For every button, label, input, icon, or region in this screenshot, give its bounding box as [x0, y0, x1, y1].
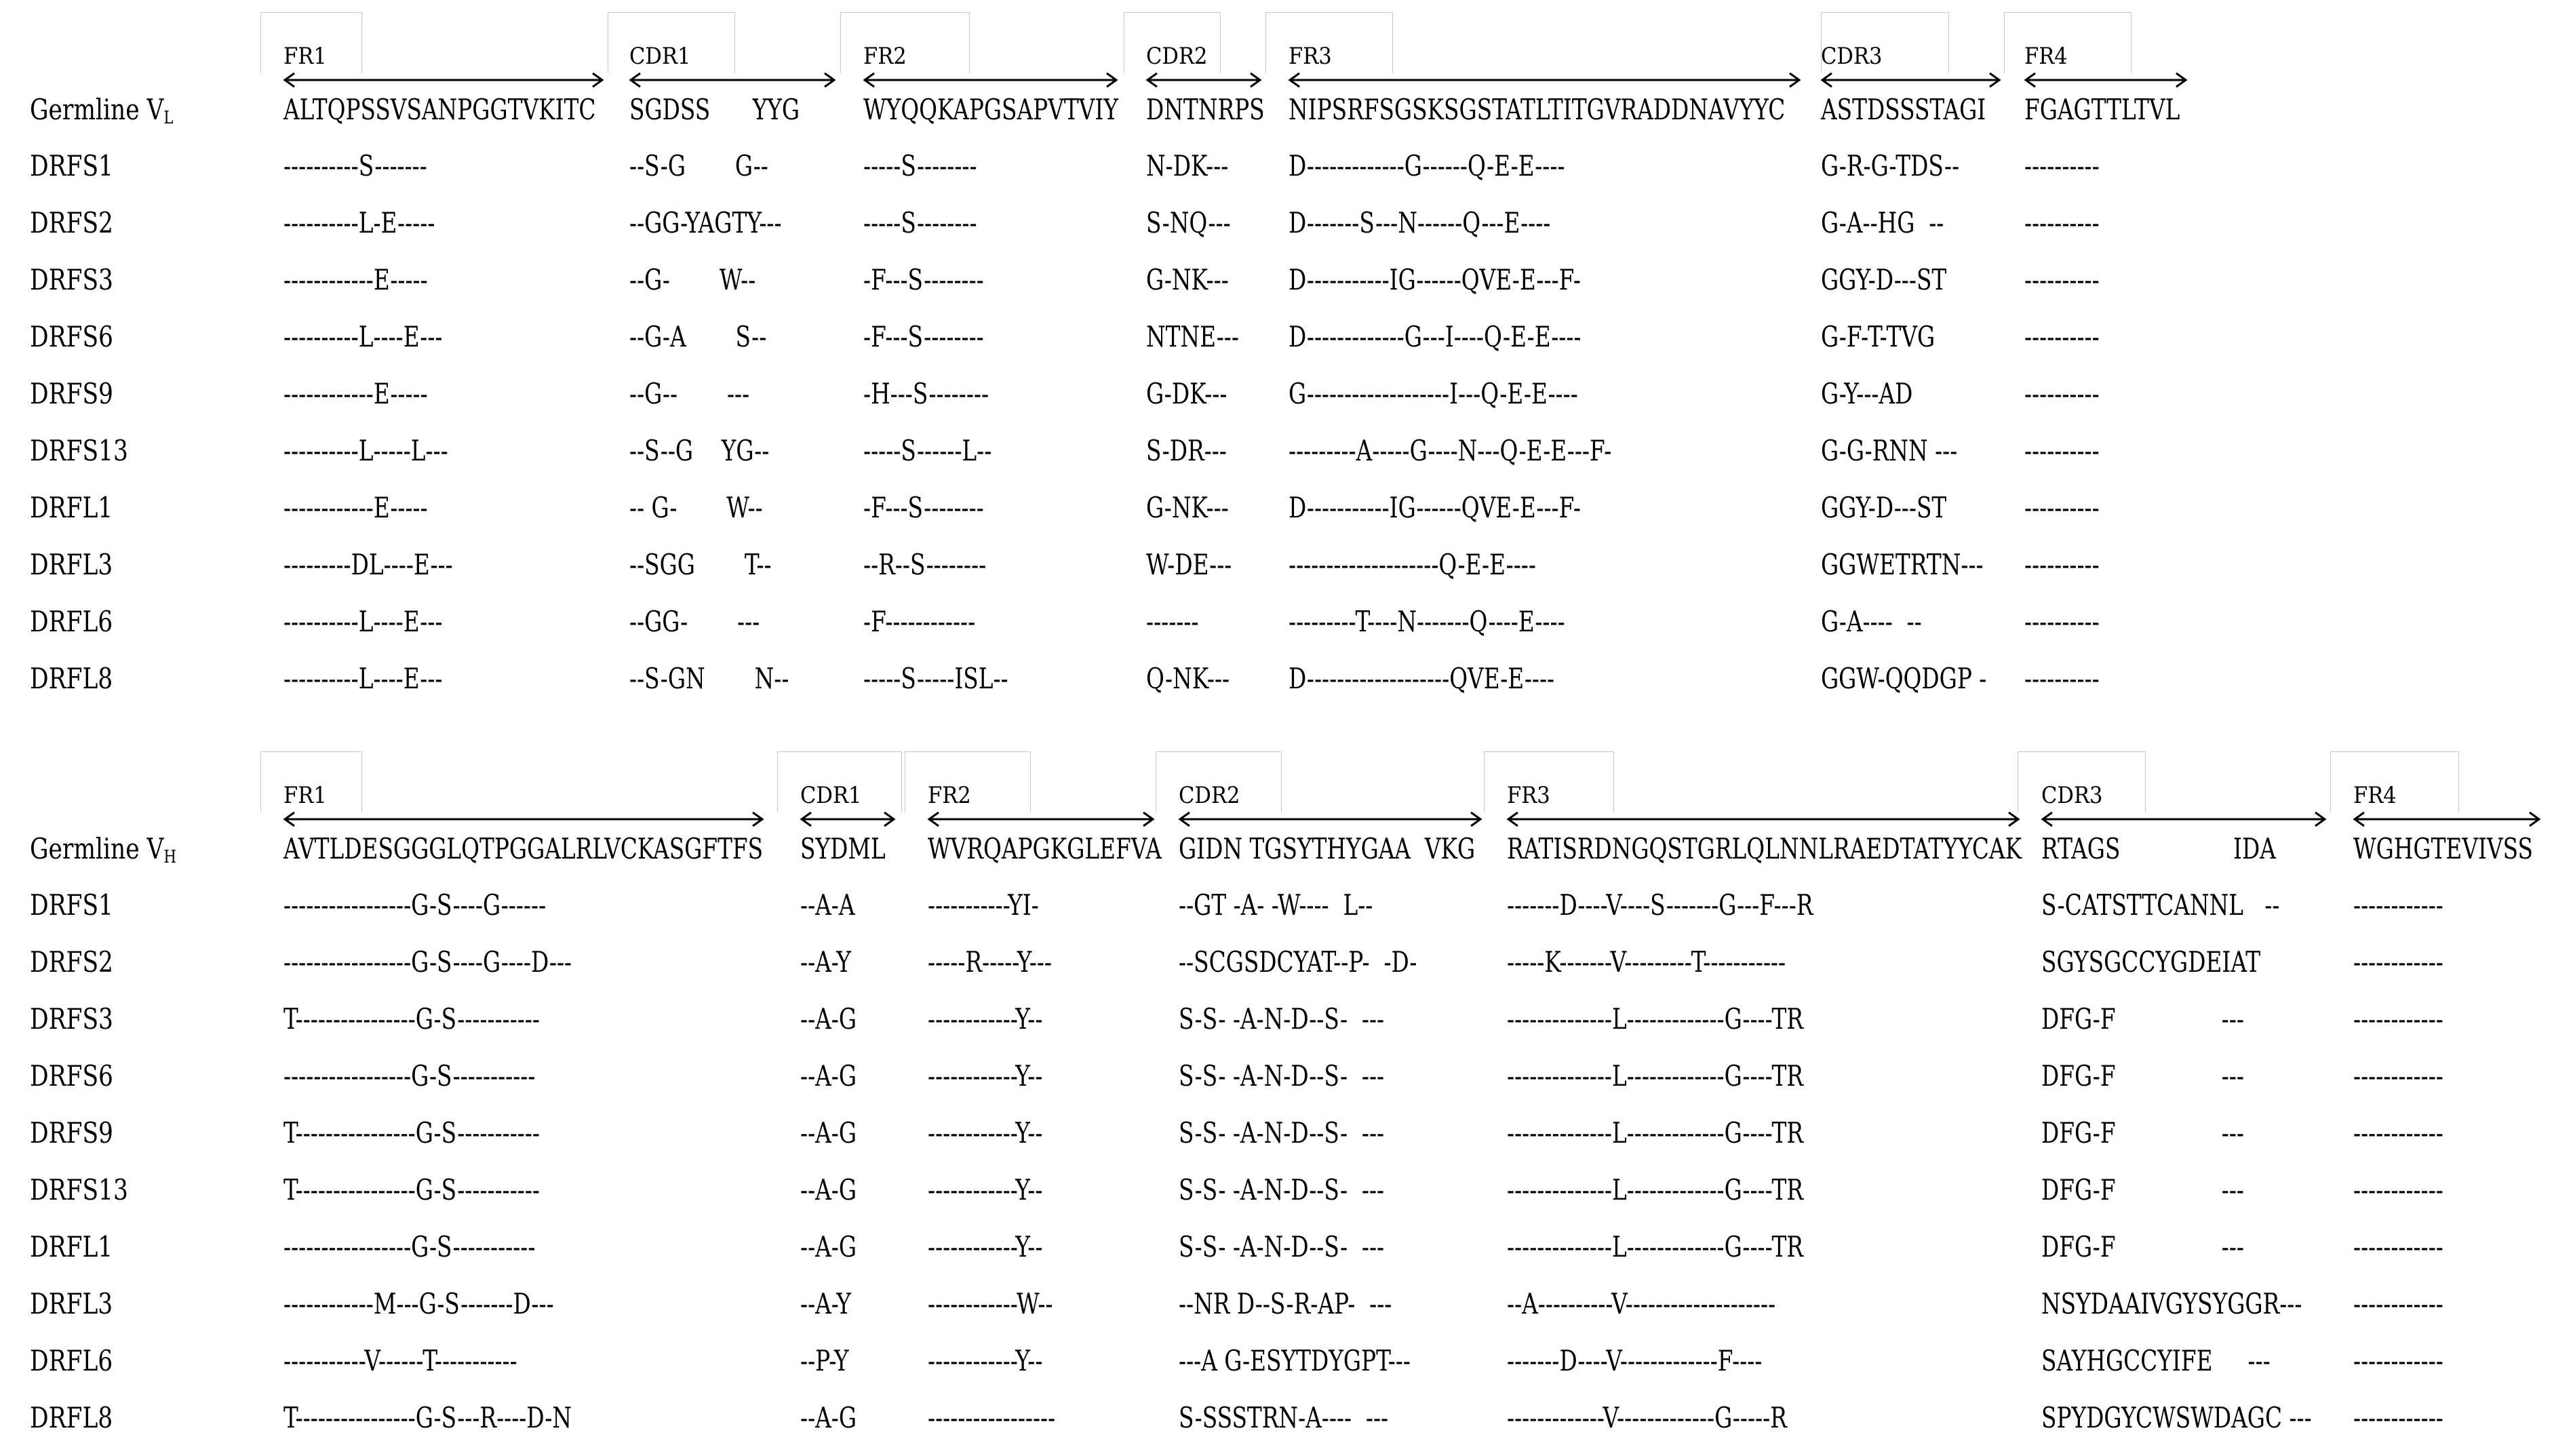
heavy-drfs3-fr2-sequence: ------------Y--	[928, 1002, 1043, 1036]
light-drfs9-fr3-sequence: G-------------------I---Q-E-E----	[1289, 377, 1578, 410]
heavy-drfl3-fr1-sequence: ------------M---G-S-------D---	[283, 1287, 554, 1320]
light-drfs6-cdr1-sequence: --G-A S--	[629, 320, 767, 353]
light-drfs1-fr1-sequence: ----------S-------	[283, 149, 427, 182]
heavy-drfs13-fr1-sequence: T----------------G-S-----------	[283, 1173, 540, 1206]
light-drfs6-fr2-sequence: -F---S--------	[863, 320, 984, 353]
heavy-drfl1-cdr3-sequence: DFG-F ---	[2041, 1230, 2244, 1263]
light-drfl3-fr3-sequence: --------------------Q-E-E----	[1289, 548, 1536, 581]
heavy-drfs2-fr4-sequence: ------------	[2353, 945, 2443, 979]
heavy-cdr2-span-arrow	[1179, 811, 1482, 827]
light-cdr3-label: CDR3	[1821, 43, 1883, 70]
heavy-drfl8-fr3-sequence: -------------V-------------G-----R	[1507, 1401, 1787, 1434]
light-drfl6-fr2-sequence: -F------------	[863, 605, 976, 638]
heavy-fr3-label: FR3	[1507, 782, 1550, 809]
heavy-drfs2-cdr1-sequence: --A-Y	[800, 945, 851, 979]
light-row-label-drfs3: DRFS3	[30, 263, 113, 296]
heavy-fr2-span-arrow	[928, 811, 1154, 827]
heavy-drfs3-fr3-sequence: --------------L-------------G----TR	[1507, 1002, 1804, 1036]
heavy-drfl1-fr2-sequence: ------------Y--	[928, 1230, 1043, 1263]
light-drfl1-fr2-sequence: -F---S--------	[863, 491, 984, 524]
light-drfl1-cdr3-sequence: GGY-D---ST	[1821, 491, 1947, 524]
heavy-fr2-label: FR2	[928, 782, 971, 809]
heavy-drfs6-fr1-sequence: -----------------G-S-----------	[283, 1059, 536, 1093]
heavy-row-label-drfs1: DRFS1	[30, 888, 113, 922]
heavy-drfs9-cdr1-sequence: --A-G	[800, 1116, 857, 1149]
heavy-row-label-drfl3: DRFL3	[30, 1287, 113, 1320]
heavy-drfl8-cdr2-sequence: S-SSSTRN-A---- ---	[1179, 1401, 1389, 1434]
light-drfs3-cdr3-sequence: GGY-D---ST	[1821, 263, 1947, 296]
heavy-drfs6-cdr1-sequence: --A-G	[800, 1059, 857, 1093]
light-drfs6-fr3-sequence: D-------------G---I----Q-E-E----	[1289, 320, 1581, 353]
light-row-label-drfs6: DRFS6	[30, 320, 113, 353]
light-drfs6-cdr3-sequence: G-F-T-TVG	[1821, 320, 1936, 353]
heavy-drfs13-fr3-sequence: --------------L-------------G----TR	[1507, 1173, 1804, 1206]
light-drfl6-fr4-sequence: ----------	[2024, 605, 2100, 638]
heavy-drfs1-fr3-sequence: -------D----V----S-------G---F---R	[1507, 888, 1813, 922]
heavy-drfs6-fr4-sequence: ------------	[2353, 1059, 2443, 1093]
heavy-drfs13-cdr2-sequence: S-S- -A-N-D--S- ---	[1179, 1173, 1385, 1206]
heavy-drfs13-cdr1-sequence: --A-G	[800, 1173, 857, 1206]
heavy-germline-row-label: Germline VH	[30, 832, 177, 867]
heavy-cdr3-label: CDR3	[2041, 782, 2103, 809]
light-drfl8-fr4-sequence: ----------	[2024, 662, 2100, 695]
heavy-fr1-label: FR1	[283, 782, 327, 809]
heavy-cdr3-span-arrow	[2041, 811, 2326, 827]
light-drfs9-cdr1-sequence: --G-- ---	[629, 377, 750, 410]
light-drfs9-cdr3-sequence: G-Y---AD	[1821, 377, 1913, 410]
heavy-drfs6-fr3-sequence: --------------L-------------G----TR	[1507, 1059, 1804, 1093]
light-drfl8-fr1-sequence: ----------L----E---	[283, 662, 443, 695]
heavy-cdr2-label: CDR2	[1179, 782, 1240, 809]
light-drfs2-cdr3-sequence: G-A--HG --	[1821, 206, 1944, 239]
light-drfl6-fr1-sequence: ----------L----E---	[283, 605, 443, 638]
light-drfl3-cdr3-sequence: GGWETRTN---	[1821, 548, 1984, 581]
heavy-drfl8-cdr3-sequence: SPYDGYCWSWDAGC ---	[2041, 1401, 2312, 1434]
light-germline-fr3-sequence: NIPSRFSGSKSGSTATLTITGVRADDNAVYYC	[1289, 93, 1786, 126]
heavy-drfl3-fr3-sequence: --A----------V--------------------	[1507, 1287, 1776, 1320]
heavy-germline-cdr2-sequence: GIDN TGSYTHYGAA VKG	[1179, 832, 1476, 865]
heavy-row-label-drfl8: DRFL8	[30, 1401, 113, 1434]
heavy-drfl8-cdr1-sequence: --A-G	[800, 1401, 857, 1434]
heavy-germline-cdr3-sequence: RTAGS IDA	[2041, 832, 2276, 865]
heavy-drfl6-fr3-sequence: -------D----V-------------F----	[1507, 1344, 1763, 1377]
heavy-drfs9-fr3-sequence: --------------L-------------G----TR	[1507, 1116, 1804, 1149]
light-drfs2-cdr2-sequence: S-NQ---	[1146, 206, 1231, 239]
heavy-drfs9-fr1-sequence: T----------------G-S-----------	[283, 1116, 540, 1149]
heavy-drfl6-fr4-sequence: ------------	[2353, 1344, 2443, 1377]
light-cdr1-span-arrow	[629, 72, 836, 88]
light-drfl1-cdr1-sequence: -- G- W--	[629, 491, 763, 524]
heavy-drfl8-fr1-sequence: T----------------G-S---R----D-N	[283, 1401, 572, 1434]
light-drfs6-fr4-sequence: ----------	[2024, 320, 2100, 353]
light-row-label-drfl1: DRFL1	[30, 491, 113, 524]
light-fr4-label: FR4	[2024, 43, 2068, 70]
heavy-fr1-span-arrow	[283, 811, 764, 827]
heavy-row-label-drfs6: DRFS6	[30, 1059, 113, 1093]
heavy-drfs9-cdr3-sequence: DFG-F ---	[2041, 1116, 2244, 1149]
heavy-drfs1-fr2-sequence: -----------YI-	[928, 888, 1039, 922]
heavy-germline-fr1-sequence: AVTLDESGGGLQTPGGALRLVCKASGFTFS	[283, 832, 764, 865]
heavy-germline-cdr1-sequence: SYDML	[800, 832, 886, 865]
heavy-row-label-drfl1: DRFL1	[30, 1230, 113, 1263]
heavy-drfs3-cdr3-sequence: DFG-F ---	[2041, 1002, 2244, 1036]
light-drfl8-cdr1-sequence: --S-GN N--	[629, 662, 789, 695]
light-fr2-span-arrow	[863, 72, 1118, 88]
light-drfs1-cdr3-sequence: G-R-G-TDS--	[1821, 149, 1960, 182]
heavy-drfl6-fr2-sequence: ------------Y--	[928, 1344, 1043, 1377]
light-drfs9-fr1-sequence: ------------E-----	[283, 377, 428, 410]
heavy-drfs6-fr2-sequence: ------------Y--	[928, 1059, 1043, 1093]
light-drfs9-fr4-sequence: ----------	[2024, 377, 2100, 410]
light-row-label-drfl6: DRFL6	[30, 605, 113, 638]
light-drfs1-fr2-sequence: -----S--------	[863, 149, 977, 182]
light-drfl6-cdr1-sequence: --GG- ---	[629, 605, 760, 638]
light-drfl3-fr4-sequence: ----------	[2024, 548, 2100, 581]
light-drfs3-fr1-sequence: ------------E-----	[283, 263, 428, 296]
heavy-drfs9-fr2-sequence: ------------Y--	[928, 1116, 1043, 1149]
light-drfl8-fr2-sequence: -----S-----ISL--	[863, 662, 1008, 695]
light-drfl1-fr4-sequence: ----------	[2024, 491, 2100, 524]
heavy-drfl3-cdr3-sequence: NSYDAAIVGYSYGGR---	[2041, 1287, 2302, 1320]
light-drfl6-cdr3-sequence: G-A---- --	[1821, 605, 1922, 638]
light-drfs13-fr2-sequence: -----S------L--	[863, 434, 992, 467]
light-drfs3-fr2-sequence: -F---S--------	[863, 263, 984, 296]
light-drfl1-fr3-sequence: D-----------IG------QVE-E---F-	[1289, 491, 1581, 524]
light-fr3-label: FR3	[1289, 43, 1332, 70]
heavy-drfl8-fr4-sequence: ------------	[2353, 1401, 2443, 1434]
light-drfl8-cdr3-sequence: GGW-QQDGP -	[1821, 662, 1987, 695]
light-cdr2-label: CDR2	[1146, 43, 1208, 70]
light-germline-fr4-sequence: FGAGTTLTVL	[2024, 93, 2180, 126]
heavy-chain-alignment-panel	[0, 746, 2554, 1456]
light-drfs2-fr3-sequence: D-------S---N------Q---E----	[1289, 206, 1551, 239]
heavy-drfs1-cdr1-sequence: --A-A	[800, 888, 855, 922]
heavy-drfl6-cdr1-sequence: --P-Y	[800, 1344, 849, 1377]
light-drfs13-cdr1-sequence: --S--G YG--	[629, 434, 770, 467]
light-row-label-drfs1: DRFS1	[30, 149, 113, 182]
heavy-drfs3-fr1-sequence: T----------------G-S-----------	[283, 1002, 540, 1036]
heavy-drfs1-cdr2-sequence: --GT -A- -W---- L--	[1179, 888, 1373, 922]
light-drfs2-fr2-sequence: -----S--------	[863, 206, 977, 239]
heavy-drfl6-fr1-sequence: -----------V------T-----------	[283, 1344, 517, 1377]
light-germline-row-label: Germline VL	[30, 93, 174, 128]
light-germline-fr2-sequence: WYQQKAPGSAPVTVIY	[863, 93, 1118, 126]
light-drfs1-cdr1-sequence: --S-G G--	[629, 149, 768, 182]
light-drfs3-cdr2-sequence: G-NK---	[1146, 263, 1229, 296]
light-drfl3-fr2-sequence: --R--S--------	[863, 548, 987, 581]
heavy-drfl3-fr4-sequence: ------------	[2353, 1287, 2443, 1320]
light-germline-cdr2-sequence: DNTNRPS	[1146, 93, 1265, 126]
heavy-germline-fr3-sequence: RATISRDNGQSTGRLQLNNLRAEDTATYYCAK	[1507, 832, 2022, 865]
heavy-row-label-drfs3: DRFS3	[30, 1002, 113, 1036]
light-row-label-drfl8: DRFL8	[30, 662, 113, 695]
heavy-row-label-drfs2: DRFS2	[30, 945, 113, 979]
light-drfs1-fr3-sequence: D-------------G------Q-E-E----	[1289, 149, 1565, 182]
light-drfs13-fr3-sequence: ---------A-----G----N---Q-E-E---F-	[1289, 434, 1612, 467]
light-drfl3-cdr2-sequence: W-DE---	[1146, 548, 1232, 581]
heavy-drfl8-fr2-sequence: -----------------	[928, 1401, 1056, 1434]
heavy-drfs2-fr2-sequence: -----R-----Y---	[928, 945, 1052, 979]
light-drfs1-fr4-sequence: ----------	[2024, 149, 2100, 182]
heavy-drfl3-fr2-sequence: ------------W--	[928, 1287, 1053, 1320]
heavy-drfl1-cdr1-sequence: --A-G	[800, 1230, 857, 1263]
heavy-drfl3-cdr1-sequence: --A-Y	[800, 1287, 851, 1320]
light-germline-subscript: L	[163, 108, 174, 128]
heavy-cdr1-span-arrow	[800, 811, 895, 827]
heavy-drfs6-cdr2-sequence: S-S- -A-N-D--S- ---	[1179, 1059, 1385, 1093]
light-germline-fr1-sequence: ALTQPSSVSANPGGTVKITC	[283, 93, 596, 126]
light-drfs13-fr1-sequence: ----------L-----L---	[283, 434, 448, 467]
heavy-drfs13-fr4-sequence: ------------	[2353, 1173, 2443, 1206]
heavy-drfs2-cdr3-sequence: SGYSGCCYGDEIAT	[2041, 945, 2261, 979]
light-cdr2-span-arrow	[1146, 72, 1261, 88]
heavy-drfl1-fr1-sequence: -----------------G-S-----------	[283, 1230, 536, 1263]
light-drfs1-cdr2-sequence: N-DK---	[1146, 149, 1229, 182]
heavy-drfs3-cdr1-sequence: --A-G	[800, 1002, 857, 1036]
light-drfs3-cdr1-sequence: --G- W--	[629, 263, 756, 296]
light-drfl1-cdr2-sequence: G-NK---	[1146, 491, 1229, 524]
light-drfl6-cdr2-sequence: -------	[1146, 605, 1199, 638]
heavy-fr4-span-arrow	[2353, 811, 2540, 827]
heavy-cdr1-label: CDR1	[800, 782, 862, 809]
heavy-drfs1-fr4-sequence: ------------	[2353, 888, 2443, 922]
light-drfs13-fr4-sequence: ----------	[2024, 434, 2100, 467]
heavy-drfs2-fr1-sequence: -----------------G-S----G----D---	[283, 945, 572, 979]
heavy-drfl1-cdr2-sequence: S-S- -A-N-D--S- ---	[1179, 1230, 1385, 1263]
heavy-drfs9-fr4-sequence: ------------	[2353, 1116, 2443, 1149]
heavy-drfs3-cdr2-sequence: S-S- -A-N-D--S- ---	[1179, 1002, 1385, 1036]
light-drfs13-cdr3-sequence: G-G-RNN ---	[1821, 434, 1958, 467]
heavy-drfl1-fr4-sequence: ------------	[2353, 1230, 2443, 1263]
heavy-drfs3-fr4-sequence: ------------	[2353, 1002, 2443, 1036]
heavy-row-label-drfl6: DRFL6	[30, 1344, 113, 1377]
light-drfs3-fr4-sequence: ----------	[2024, 263, 2100, 296]
heavy-drfs9-cdr2-sequence: S-S- -A-N-D--S- ---	[1179, 1116, 1385, 1149]
heavy-germline-fr4-sequence: WGHGTEVIVSS	[2353, 832, 2533, 865]
heavy-row-label-drfs13: DRFS13	[30, 1173, 128, 1206]
light-drfs2-fr1-sequence: ----------L-E-----	[283, 206, 435, 239]
light-drfs13-cdr2-sequence: S-DR---	[1146, 434, 1227, 467]
light-drfs9-fr2-sequence: -H---S--------	[863, 377, 989, 410]
light-fr4-span-arrow	[2024, 72, 2187, 88]
light-drfs6-fr1-sequence: ----------L----E---	[283, 320, 443, 353]
light-drfl3-fr1-sequence: ---------DL----E---	[283, 548, 453, 581]
light-drfs9-cdr2-sequence: G-DK---	[1146, 377, 1227, 410]
light-drfl6-fr3-sequence: ---------T----N-------Q----E----	[1289, 605, 1565, 638]
heavy-drfs13-fr2-sequence: ------------Y--	[928, 1173, 1043, 1206]
light-cdr1-label: CDR1	[629, 43, 691, 70]
light-row-label-drfs13: DRFS13	[30, 434, 128, 467]
light-drfs3-fr3-sequence: D-----------IG------QVE-E---F-	[1289, 263, 1581, 296]
light-drfl1-fr1-sequence: ------------E-----	[283, 491, 428, 524]
heavy-germline-fr2-sequence: WVRQAPGKGLEFVA	[928, 832, 1162, 865]
heavy-drfs13-cdr3-sequence: DFG-F ---	[2041, 1173, 2244, 1206]
heavy-drfs1-cdr3-sequence: S-CATSTTCANNL --	[2041, 888, 2280, 922]
light-cdr3-span-arrow	[1821, 72, 2001, 88]
light-row-label-drfs2: DRFS2	[30, 206, 113, 239]
heavy-row-label-drfs9: DRFS9	[30, 1116, 113, 1149]
heavy-drfs1-fr1-sequence: -----------------G-S----G------	[283, 888, 547, 922]
heavy-drfl6-cdr2-sequence: ---A G-ESYTDYGPT---	[1179, 1344, 1411, 1377]
light-fr1-span-arrow	[283, 72, 604, 88]
heavy-drfl1-fr3-sequence: --------------L-------------G----TR	[1507, 1230, 1804, 1263]
light-fr3-span-arrow	[1289, 72, 1801, 88]
light-drfl8-fr3-sequence: D-------------------QVE-E----	[1289, 662, 1555, 695]
light-drfs2-fr4-sequence: ----------	[2024, 206, 2100, 239]
light-drfl8-cdr2-sequence: Q-NK---	[1146, 662, 1230, 695]
heavy-fr4-label: FR4	[2353, 782, 2397, 809]
light-row-label-drfl3: DRFL3	[30, 548, 113, 581]
light-fr2-label: FR2	[863, 43, 907, 70]
light-germline-cdr3-sequence: ASTDSSSTAGI	[1821, 93, 1986, 126]
heavy-drfs2-fr3-sequence: -----K-------V---------T-----------	[1507, 945, 1786, 979]
heavy-drfl3-cdr2-sequence: --NR D--S-R-AP- ---	[1179, 1287, 1392, 1320]
light-drfs6-cdr2-sequence: NTNE---	[1146, 320, 1239, 353]
light-germline-cdr1-sequence: SGDSS YYG	[629, 93, 800, 126]
light-row-label-drfs9: DRFS9	[30, 377, 113, 410]
heavy-drfl6-cdr3-sequence: SAYHGCCYIFE ---	[2041, 1344, 2271, 1377]
heavy-drfs6-cdr3-sequence: DFG-F ---	[2041, 1059, 2244, 1093]
heavy-fr3-span-arrow	[1507, 811, 2020, 827]
light-drfl3-cdr1-sequence: --SGG T--	[629, 548, 772, 581]
light-fr1-label: FR1	[283, 43, 327, 70]
heavy-drfs2-cdr2-sequence: --SCGSDCYAT--P- -D-	[1179, 945, 1417, 979]
light-drfs2-cdr1-sequence: --GG-YAGTY---	[629, 206, 782, 239]
light-fr4-header-box	[2004, 12, 2131, 73]
heavy-germline-subscript: H	[163, 847, 177, 867]
